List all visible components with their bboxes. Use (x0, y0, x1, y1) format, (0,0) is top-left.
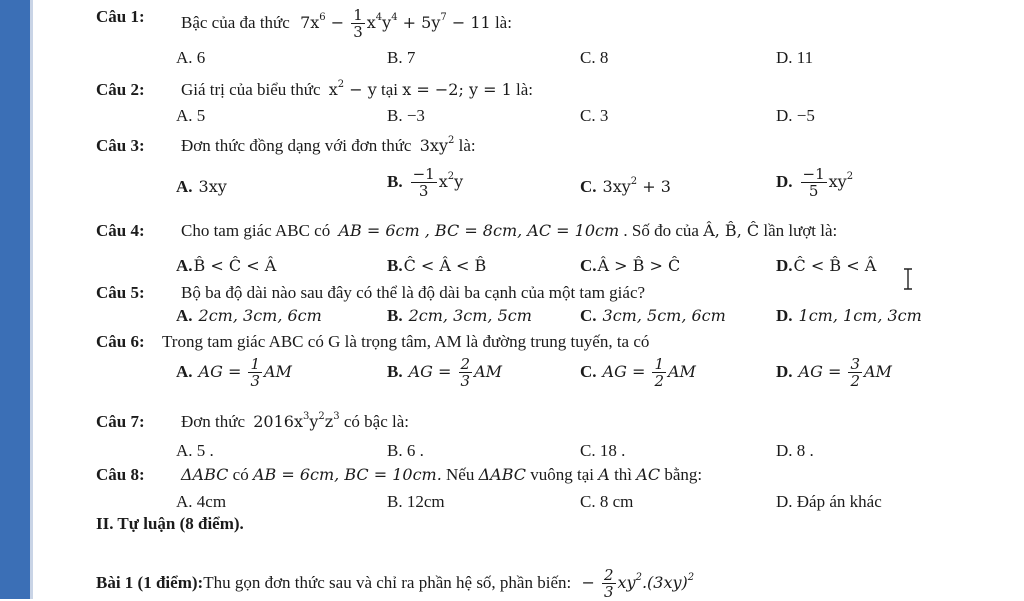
question-6-option-b: B. AG = $\frac{2}{3}$ AM (387, 355, 502, 390)
question-1-option-c: C. 8 (580, 48, 609, 67)
question-5-stem: Bộ ba độ dài nào sau đây có thể là độ dài ba cạnh của một tam giác? (181, 283, 646, 302)
question-8-option-d: D. Đáp án khác (776, 492, 882, 511)
question-4-option-a: A.B̂ < Ĉ < Â (176, 256, 277, 275)
question-5-label: Câu 5: (96, 283, 145, 302)
question-8-stem: ΔABC có AB = 6cm, BC = 10cm. Nếu ΔABC vuông tại A thì AC bằng: (181, 465, 703, 484)
question-3-option-b: B. $\frac{-1}{3}$ $x^2y$ (387, 165, 464, 200)
question-8-option-c: C. 8 cm (580, 492, 634, 511)
question-2-option-a: A. 5 (176, 106, 206, 125)
question-4-option-d: D.Ĉ < B̂ < Â (776, 256, 877, 275)
question-7-label: Câu 7: (96, 412, 145, 431)
question-7-option-b: B. 6 . (387, 441, 424, 460)
question-1-option-b: B. 7 (387, 48, 416, 67)
exercise-1: Bài 1 (1 điểm):Thu gọn đơn thức sau và chỉ ra phần hệ số, phần biến: − $\frac{2}{3}$ $xy^2.(3xy)^2$ (96, 566, 695, 601)
text-cursor-icon (902, 268, 914, 290)
window-left-rail (0, 0, 30, 599)
question-1-stem: Bậc của đa thức $7x^6$ − $\frac{1}{3}$ $x^4y^4 + 5y^7 - 11$ là: (181, 6, 512, 41)
question-3-option-a: A. 3xy (176, 177, 227, 196)
section-2-title: II. Tự luận (8 điểm). (96, 514, 244, 533)
question-3-label: Câu 3: (96, 136, 145, 155)
question-5-option-a: A. 2cm, 3cm, 6cm (176, 306, 322, 325)
question-3-option-c: C. $3xy^2 + 3$ (580, 176, 671, 196)
question-4-option-b: B.Ĉ < Â < B̂ (387, 256, 487, 275)
question-6-stem: Trong tam giác ABC có G là trọng tâm, AM là đường trung tuyến, ta có (162, 332, 650, 351)
question-4-label: Câu 4: (96, 221, 145, 240)
question-6-option-c: C. AG = $\frac{1}{2}$ AM (580, 355, 696, 390)
question-3-option-d: D. $\frac{-1}{5}$ $xy^2$ (776, 165, 854, 200)
question-7-option-d: D. 8 . (776, 441, 814, 460)
question-7-option-a: A. 5 . (176, 441, 214, 460)
question-2-option-b: B. −3 (387, 106, 425, 125)
question-2-label: Câu 2: (96, 80, 145, 99)
question-4-stem: Cho tam giác ABC có AB = 6cm , BC = 8cm, AC = 10cm . Số đo của Â, B̂, Ĉ lần lượt là: (181, 221, 838, 240)
question-5-option-c: C. 3cm, 5cm, 6cm (580, 306, 726, 325)
question-5-option-d: D. 1cm, 1cm, 3cm (776, 306, 922, 325)
question-5-option-b: B. 2cm, 3cm, 5cm (387, 306, 532, 325)
question-2-option-d: D. −5 (776, 106, 815, 125)
question-2-stem: Giá trị của biểu thức $x^2 - y$ tại x = −2; y = 1 là: (181, 79, 533, 99)
question-8-option-a: A. 4cm (176, 492, 227, 511)
question-4-option-c: C.Â > B̂ > Ĉ (580, 256, 681, 275)
question-1-label: Câu 1: (96, 7, 145, 26)
question-7-stem: Đơn thức $2016x^3y^2z^3$ có bậc là: (181, 411, 409, 431)
question-1-option-a: A. 6 (176, 48, 206, 67)
question-6-option-a: A. AG = $\frac{1}{3}$ AM (176, 355, 292, 390)
question-6-label: Câu 6: (96, 332, 145, 351)
question-6-option-d: D. AG = $\frac{3}{2}$ AM (776, 355, 892, 390)
question-8-option-b: B. 12cm (387, 492, 445, 511)
question-3-stem: Đơn thức đồng dạng với đơn thức $3xy^2$ là: (181, 135, 476, 155)
question-1-option-d: D. 11 (776, 48, 814, 67)
question-2-option-c: C. 3 (580, 106, 609, 125)
question-8-label: Câu 8: (96, 465, 145, 484)
question-7-option-c: C. 18 . (580, 441, 626, 460)
